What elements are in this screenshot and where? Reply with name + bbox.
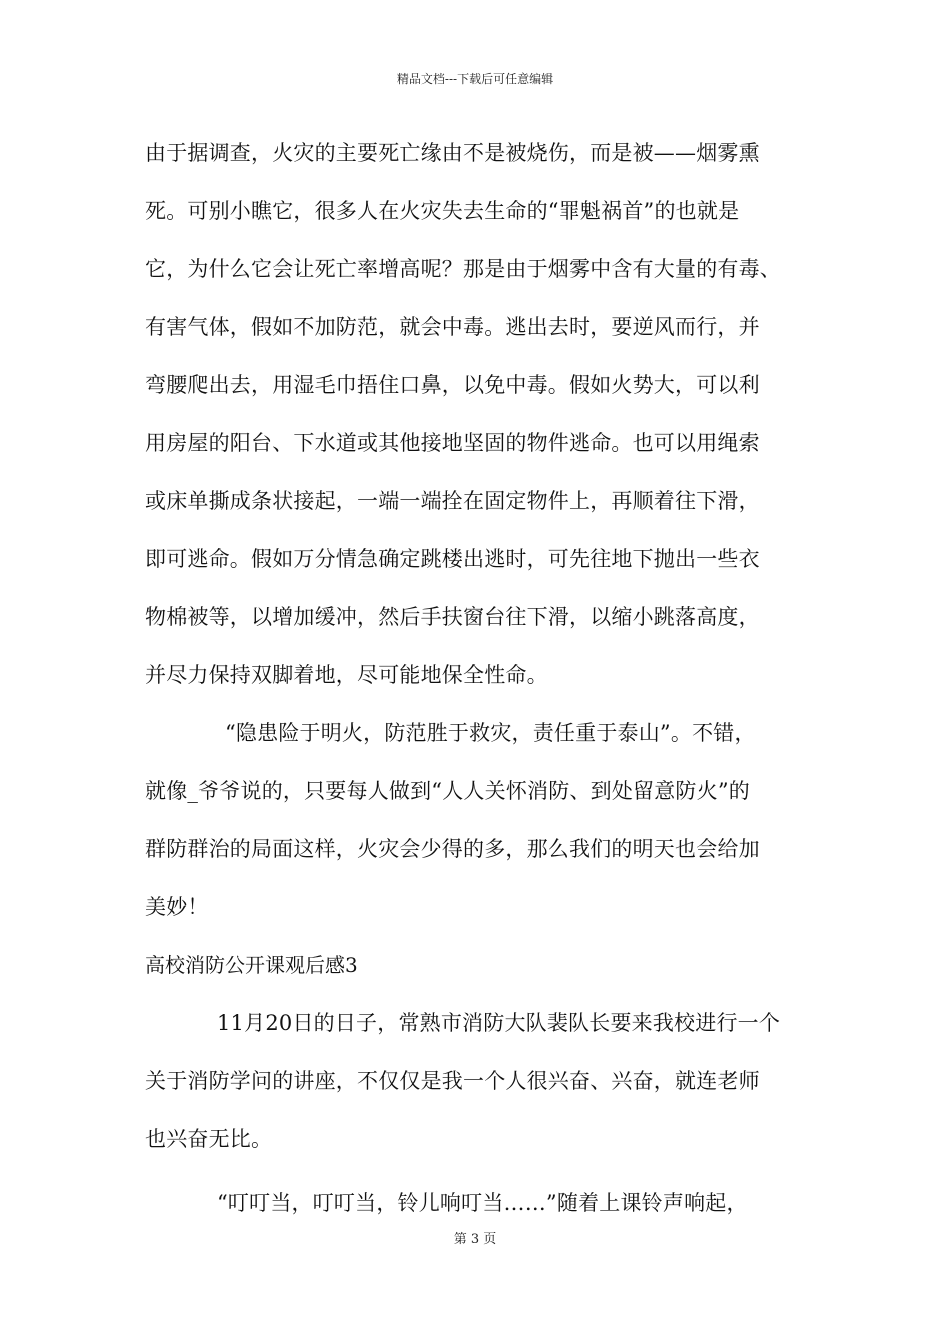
paragraph-escape-advice — [145, 128, 825, 708]
document-body — [145, 128, 825, 1236]
text-line: 群防群治的局面这样，火灾会少得的多，那么我们的明天也会给加 — [145, 837, 760, 861]
text-line: 有害气体，假如不加防范，就会中毒。逃出去时，要逆风而行，并 — [145, 315, 760, 339]
text-line: 关于消防学问的讲座，不仅仅是我一个人很兴奋、兴奋，就连老师 — [145, 1069, 760, 1093]
page-number: 第 3 页 — [453, 1232, 497, 1247]
text-line: 11月20日的日子，常熟市消防大队裴队长要来我校进行一个 — [217, 1011, 781, 1035]
text-line: 弯腰爬出去，用湿毛巾捂住口鼻，以免中毒。假如火势大，可以利 — [145, 373, 760, 397]
text-line: 由于据调查，火灾的主要死亡缘由不是被烧伤，而是被——烟雾熏 — [145, 141, 760, 165]
text-line: 物棉被等，以增加缓冲，然后手扶窗台往下滑，以缩小跳落高度， — [145, 605, 760, 629]
page-header: 精品文档---下载后可任意编辑 — [396, 72, 554, 86]
paragraph-safety-slogan — [145, 708, 825, 940]
text-line: 用房屋的阳台、下水道或其他接地坚固的物件逃命。也可以用绳索 — [145, 431, 760, 455]
text-line: “叮叮当，叮叮当，铃儿响叮当……”随着上课铃声响起， — [217, 1191, 748, 1215]
text-line: 并尽力保持双脚着地，尽可能地保全性命。 — [145, 663, 548, 687]
text-line: 它，为什么它会让死亡率增高呢？那是由于烟雾中含有大量的有毒、 — [145, 257, 781, 281]
text-line: 美妙！ — [145, 895, 209, 919]
text-line: 也兴奋无比。 — [145, 1127, 273, 1151]
text-line: “隐患险于明火，防范胜于救灾，责任重于泰山”。不错， — [225, 721, 756, 745]
text-line: 或床单撕成条状接起，一端一端拴在固定物件上，再顺着往下滑， — [145, 489, 760, 513]
text-line: 即可逃命。假如万分情急确定跳楼出逃时，可先往地下抛出一些衣 — [145, 547, 760, 571]
section-title: 高校消防公开课观后感3 — [145, 953, 358, 977]
paragraph-lecture-intro — [145, 998, 825, 1172]
text-line: 死。可别小瞧它，很多人在火灾失去生命的“罪魁祸首”的也就是 — [145, 199, 740, 223]
text-line: 就像_爷爷说的，只要每人做到“人人关怀消防、到处留意防火”的 — [145, 779, 750, 803]
